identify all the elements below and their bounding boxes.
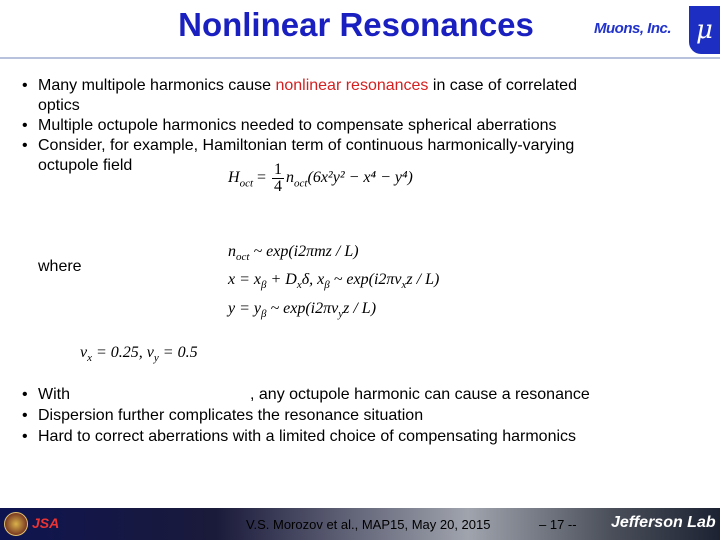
math-expression: ~ exp(i2πmz / L) — [249, 243, 359, 260]
math-subscript: x — [296, 279, 302, 292]
bullet-text: Consider, for example, Hamiltonian term of continuous harmonically-varying — [38, 137, 575, 154]
seal-icon — [4, 512, 28, 536]
bullet-list-bottom — [22, 384, 712, 447]
hamiltonian-equation — [228, 162, 413, 195]
where-label: where — [38, 258, 82, 275]
math-operator: = — [253, 169, 271, 187]
math-expression: + D — [266, 271, 297, 288]
math-expression: (6x²y² − x⁴ − y⁴) — [307, 169, 413, 187]
math-expression: z / L) — [343, 300, 377, 317]
math-expression: x = x — [228, 271, 261, 288]
math-expression: δ, x — [301, 271, 325, 288]
jefferson-lab-logo: Jefferson Lab — [611, 514, 716, 531]
math-subscript: y — [153, 352, 159, 365]
fraction-numerator: 1 — [274, 161, 283, 178]
bullet-list-top — [22, 76, 712, 176]
bullet-text: in case of correlated — [428, 77, 577, 94]
y-equation — [228, 300, 376, 320]
page-number: – 17 -- — [539, 517, 577, 532]
bullet-text: Multiple octupole harmonics needed to compensate spherical aberrations — [38, 117, 557, 134]
bullet-item — [22, 76, 712, 116]
brand-name: Muons, Inc. — [594, 20, 671, 37]
math-subscript: x — [87, 352, 92, 365]
math-symbol: n — [286, 169, 295, 187]
bullet-text: octupole field — [38, 157, 133, 174]
fraction-denominator: 4 — [274, 178, 283, 195]
math-expression: = 0.25, ν — [92, 344, 154, 361]
math-subscript: β — [324, 279, 330, 292]
mu-logo-badge — [689, 6, 720, 54]
math-subscript: x — [401, 279, 407, 292]
highlight-text: nonlinear resonances — [275, 77, 429, 94]
jsa-logo: JSA — [32, 515, 60, 531]
bullet-text: Dispersion further complicates the resonance situation — [38, 407, 424, 424]
math-expression: = 0.5 — [158, 344, 198, 361]
math-subscript: β — [261, 279, 267, 292]
fraction — [272, 162, 284, 195]
bullet-item — [22, 384, 712, 405]
footer-citation: V.S. Morozov et al., MAP15, May 20, 2015 — [246, 517, 491, 532]
n-oct-equation — [228, 243, 359, 263]
mu-symbol: μ — [696, 15, 713, 45]
bullet-text: Many multipole harmonics cause — [38, 77, 276, 94]
math-subscript: oct — [236, 251, 250, 264]
math-symbol: H — [228, 169, 240, 187]
slide-title: Nonlinear Resonances — [178, 6, 534, 43]
math-expression: ~ exp(i2πν — [329, 271, 402, 288]
math-expression: y = y — [228, 300, 261, 317]
bullet-text: Hard to correct aberrations with a limited choice of compensating harmonics — [38, 428, 577, 445]
bullet-text: With — [38, 386, 70, 403]
math-subscript: oct — [294, 177, 308, 190]
math-expression: z / L) — [406, 271, 440, 288]
math-symbol: n — [228, 243, 236, 260]
bullet-item — [22, 426, 712, 447]
math-symbol: ν — [80, 344, 88, 361]
math-expression: ~ exp(i2πν — [266, 300, 339, 317]
bullet-item — [22, 116, 712, 136]
math-subscript: β — [261, 308, 267, 321]
title-divider — [0, 57, 720, 59]
footer-logos — [4, 512, 76, 536]
tune-values-equation — [80, 344, 198, 364]
math-subscript: y — [338, 308, 344, 321]
bullet-text: optics — [38, 97, 80, 114]
bullet-item — [22, 405, 712, 426]
math-subscript: oct — [239, 177, 254, 190]
x-equation — [228, 271, 439, 291]
bullet-text: , any octupole harmonic can cause a resonance — [250, 386, 590, 403]
